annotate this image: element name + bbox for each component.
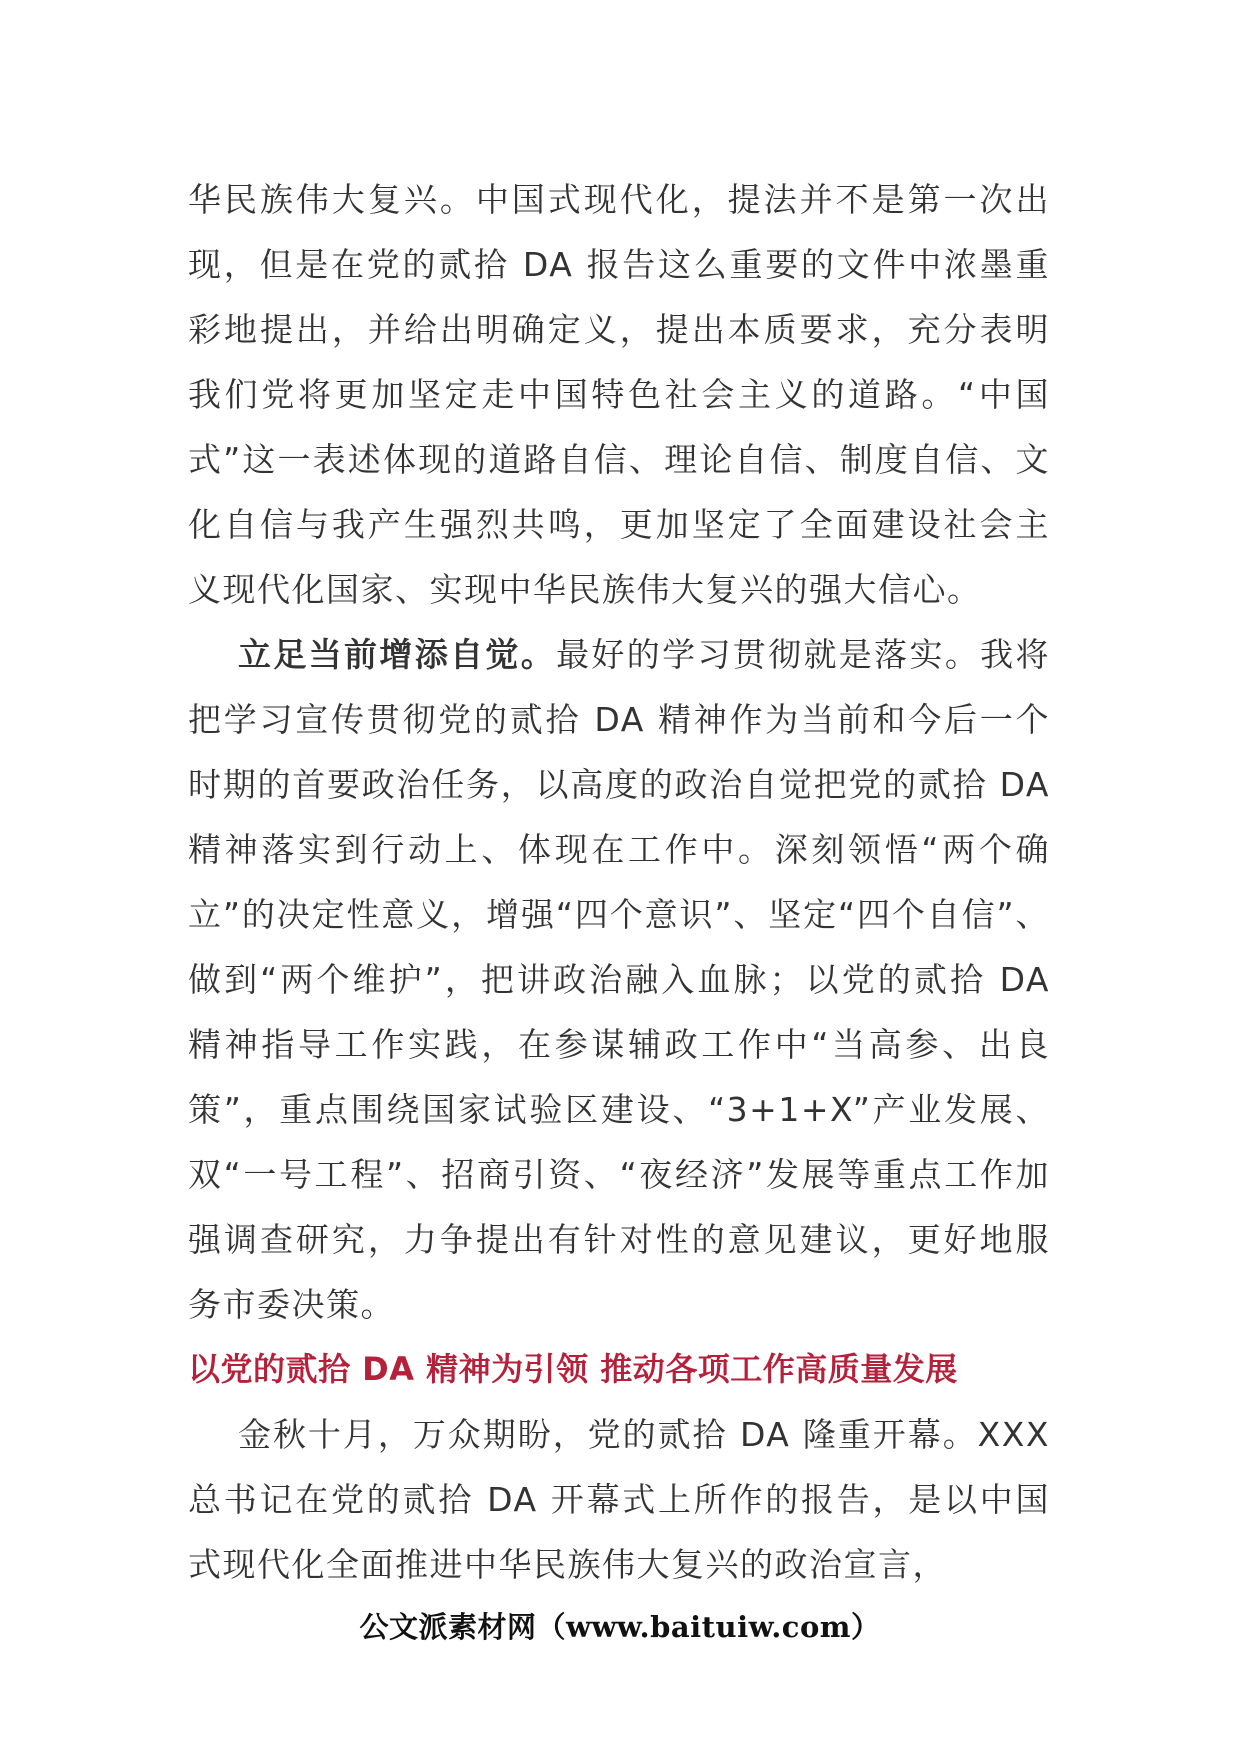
- paragraph-2-body: 最好的学习贯彻就是落实。我将把学习宣传贯彻党的贰拾 DA 精神作为当前和今后一个时期的首要政治任务，以高度的政治自觉把党的贰拾 DA 精神落实到行动上、体现在工作中。深刻领悟“两个确立”的决定性意义，增强“四个意识”、坚定“四个自信”、做到“两个维护”，把讲政治融入血脉；以党的贰拾 DA 精神指导工作实践，在参谋辅政工作中“当高参、出良策”，重点围绕国家试验区建设、“3+1+X”产业发展、双“一号工程”、招商引资、“夜经济”发展等重点工作加强调查研究，力争提出有针对性的意见建议，更好地服务市委决策。: [188, 635, 1051, 1324]
- paragraph-1: 华民族伟大复兴。中国式现代化，提法并不是第一次出现，但是在党的贰拾 DA 报告这么重要的文件中浓墨重彩地提出，并给出明确定义，提出本质要求，充分表明我们党将更加坚定走中国特色社会主义的道路。“中国式”这一表述体现的道路自信、理论自信、制度自信、文化自信与我产生强烈共鸣，更加坚定了全面建设社会主义现代化国家、实现中华民族伟大复兴的强大信心。: [188, 180, 1050, 609]
- paragraph-3: 金秋十月，万众期盼，党的贰拾 DA 隆重开幕。XXX 总书记在党的贰拾 DA 开幕式上所作的报告，是以中国式现代化全面推进中华民族伟大复兴的政治宣言，: [188, 1415, 1050, 1584]
- footer-watermark: 公文派素材网（www.baituiw.com）: [359, 1610, 881, 1644]
- section-heading: 以党的贰拾 DA 精神为引领 推动各项工作高质量发展: [188, 1350, 958, 1388]
- document-body: [188, 167, 1050, 1597]
- paragraph-2: [188, 622, 1050, 1337]
- paragraph-2-lead: 立足当前增添自觉。: [238, 635, 557, 674]
